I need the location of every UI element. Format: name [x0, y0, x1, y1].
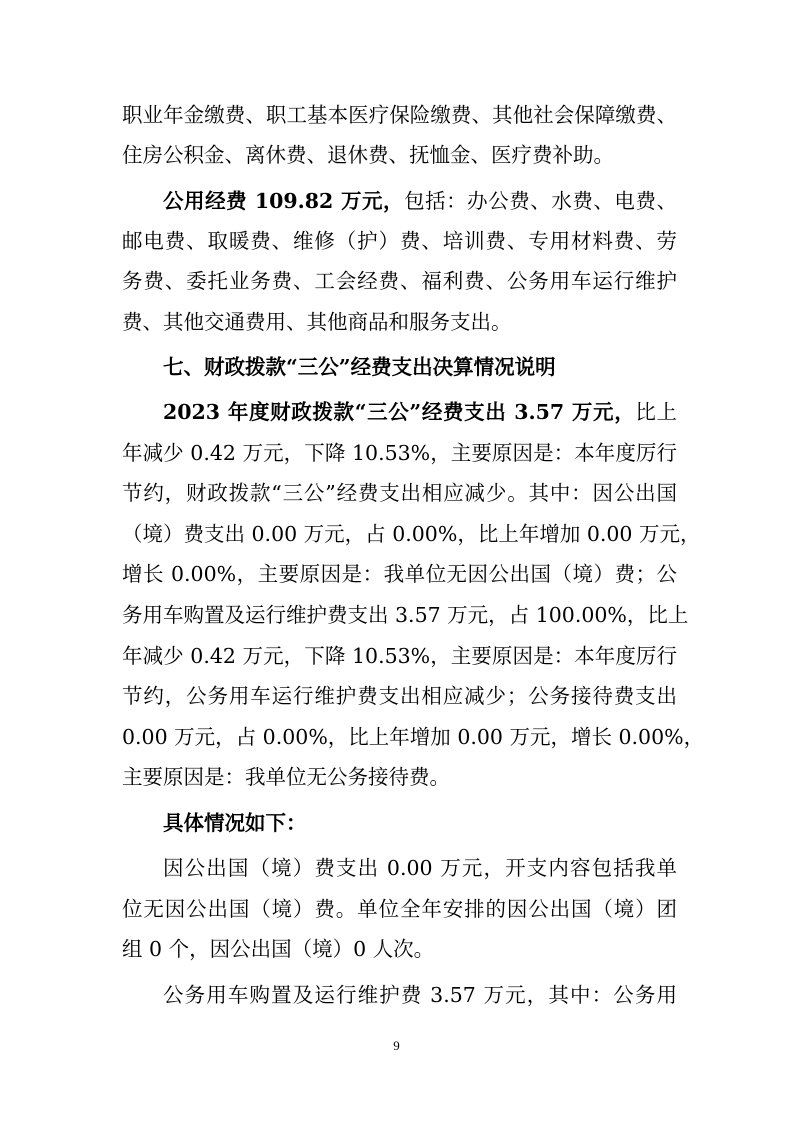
paragraph-text: 比上 — [635, 400, 678, 424]
paragraph-line: 0.00 万元，占 0.00%，比上年增加 0.00 万元，增长 0.00%， — [122, 725, 705, 749]
paragraph-line — [163, 393, 677, 431]
paragraph-text: 包括：办公费、水费、电费、 — [404, 189, 677, 213]
paragraph-line: 住房公积金、离休费、退休费、抚恤金、医疗费补助。 — [122, 143, 614, 167]
paragraph-line: 职业年金缴费、职工基本医疗保险缴费、其他社会保障缴费、 — [122, 103, 677, 127]
paragraph-line: 增长 0.00%，主要原因是：我单位无因公出国（境）费；公 — [122, 562, 677, 586]
paragraph-line — [163, 182, 677, 220]
paragraph-line: 主要原因是：我单位无公务接待费。 — [122, 765, 450, 789]
section-heading: 七、财政拨款“三公”经费支出决算情况说明 — [163, 355, 556, 379]
paragraph-line: （境）费支出 0.00 万元，占 0.00%，比上年增加 0.00 万元， — [122, 522, 701, 546]
page-number: 9 — [393, 1038, 400, 1053]
paragraph-line: 因公出国（境）费支出 0.00 万元，开支内容包括我单 — [163, 856, 677, 880]
paragraph-line: 节约，公务用车运行维护费支出相应减少；公务接待费支出 — [122, 684, 677, 708]
paragraph-line: 位无因公出国（境）费。单位全年安排的因公出国（境）团 — [122, 897, 677, 921]
paragraph-line: 邮电费、取暖费、维修（护）费、培训费、专用材料费、劳 — [122, 229, 677, 253]
paragraph-line: 年减少 0.42 万元，下降 10.53%，主要原因是：本年度厉行 — [122, 644, 677, 668]
paragraph-line: 组 0 个，因公出国（境）0 人次。 — [122, 937, 435, 961]
bold-lead: 公用经费 109.82 万元， — [163, 189, 405, 213]
subheading: 具体情况如下： — [163, 811, 307, 835]
paragraph-line: 公务用车购置及运行维护费 3.57 万元，其中：公务用 — [163, 983, 677, 1007]
paragraph-line: 年减少 0.42 万元，下降 10.53%，主要原因是：本年度厉行 — [122, 441, 677, 465]
paragraph-line: 费、其他交通费用、其他商品和服务支出。 — [122, 310, 512, 334]
bold-lead: 2023 年度财政拨款“三公”经费支出 3.57 万元， — [163, 400, 636, 424]
paragraph-line: 务用车购置及运行维护费支出 3.57 万元，占 100.00%，比上 — [122, 603, 689, 627]
paragraph-line: 节约，财政拨款“三公”经费支出相应减少。其中：因公出国 — [122, 481, 677, 505]
paragraph-line: 务费、委托业务费、工会经费、福利费、公务用车运行维护 — [122, 269, 677, 293]
